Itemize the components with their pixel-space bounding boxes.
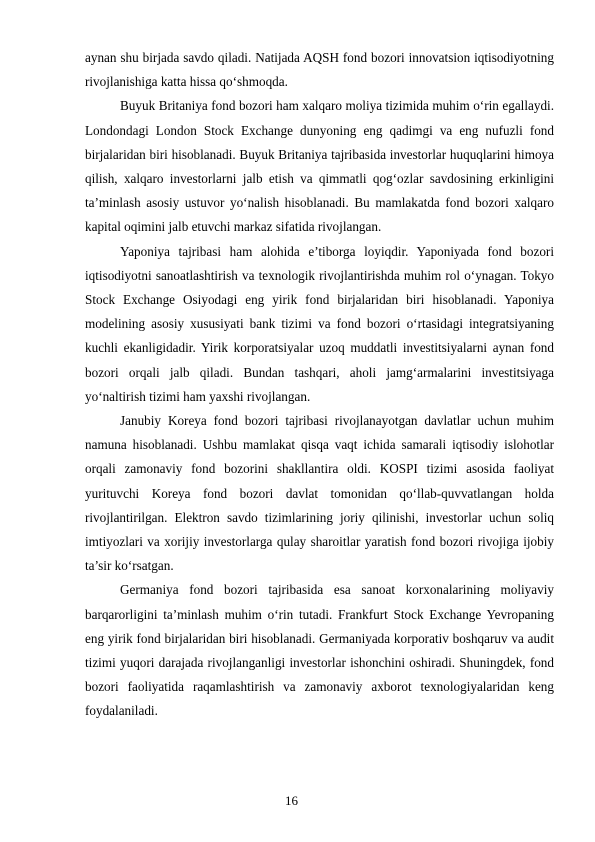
page-number: 16 [285, 793, 298, 808]
body-text [85, 46, 554, 724]
paragraph-united-kingdom: Buyuk Britaniya fond bozori ham xalqaro moliya tizimida muhim o‘rin egallaydi. Londondagi London Stock Exchange dunyoning eng qadimgi va eng nufuzli fond birjalaridan biri hisoblanadi. Buyuk Britaniya tajribasida investorlar huquqlarini himoya qilish, xalqaro investorlarni jalb etish va qimmatli qog‘ozlar savdosining erkinligini ta’minlash asosiy ustuvor yo‘nalish hisoblanadi. Bu mamlakatda fond bozori xalqaro kapital oqimini jalb etuvchi markaz sifatida rivojlangan. [85, 98, 554, 235]
paragraph-continuation: aynan shu birjada savdo qiladi. Natijada AQSH fond bozori innovatsion iqtisodiyotning rivojlanishiga katta hissa qo‘shmoqda. [85, 50, 554, 90]
paragraph-germany: Germaniya fond bozori tajribasida esa sanoat korxonalarining moliyaviy barqarorligini ta’minlash muhim o‘rin tutadi. Frankfurt Stock Exchange Yevropaning eng yirik fond birjalaridan biri hisoblanadi. Germaniyada korporativ boshqaruv va audit tizimi yuqori darajada rivojlanganligi investorlar ishonchini oshiradi. Shuningdek, fond bozori faoliyatida raqamlashtirish va zamonaviy axborot texnologiyalaridan keng foydalaniladi. [85, 582, 554, 719]
paragraph-japan: Yaponiya tajribasi ham alohida e’tiborga loyiqdir. Yaponiyada fond bozori iqtisodiyotni sanoatlashtirish va texnologik rivojlantirishda muhim rol o‘ynagan. Tokyo Stock Exchange Osiyodagi eng yirik fond birjalaridan biri hisoblanadi. Yaponiya modelining asosiy xususiyati bank tizimi va fond bozori o‘rtasidagi integratsiyaning kuchli ekanligidadir. Yirik korporatsiyalar uzoq muddatli investitsiyalarni aynan fond bozori orqali jalb qiladi. Bundan tashqari, aholi jamg‘armalarini investitsiyaga yo‘naltirish tizimi ham yaxshi rivojlangan. [85, 243, 554, 404]
paragraph-south-korea: Janubiy Koreya fond bozori tajribasi rivojlanayotgan davlatlar uchun muhim namuna hisoblanadi. Ushbu mamlakat qisqa vaqt ichida samarali iqtisodiy islohotlar orqali zamonaviy fond bozorini shakllantira oldi. KOSPI tizimi asosida faoliyat yurituvchi Koreya fond bozori davlat tomonidan qo‘llab-quvvatlangan holda rivojlantirilgan. Elektron savdo tizimlarining joriy qilinishi, investorlar uchun soliq imtiyozlari va xorijiy investorlarga qulay sharoitlar yaratish fond bozori rivojiga ijobiy ta’sir ko‘rsatgan. [85, 413, 554, 574]
